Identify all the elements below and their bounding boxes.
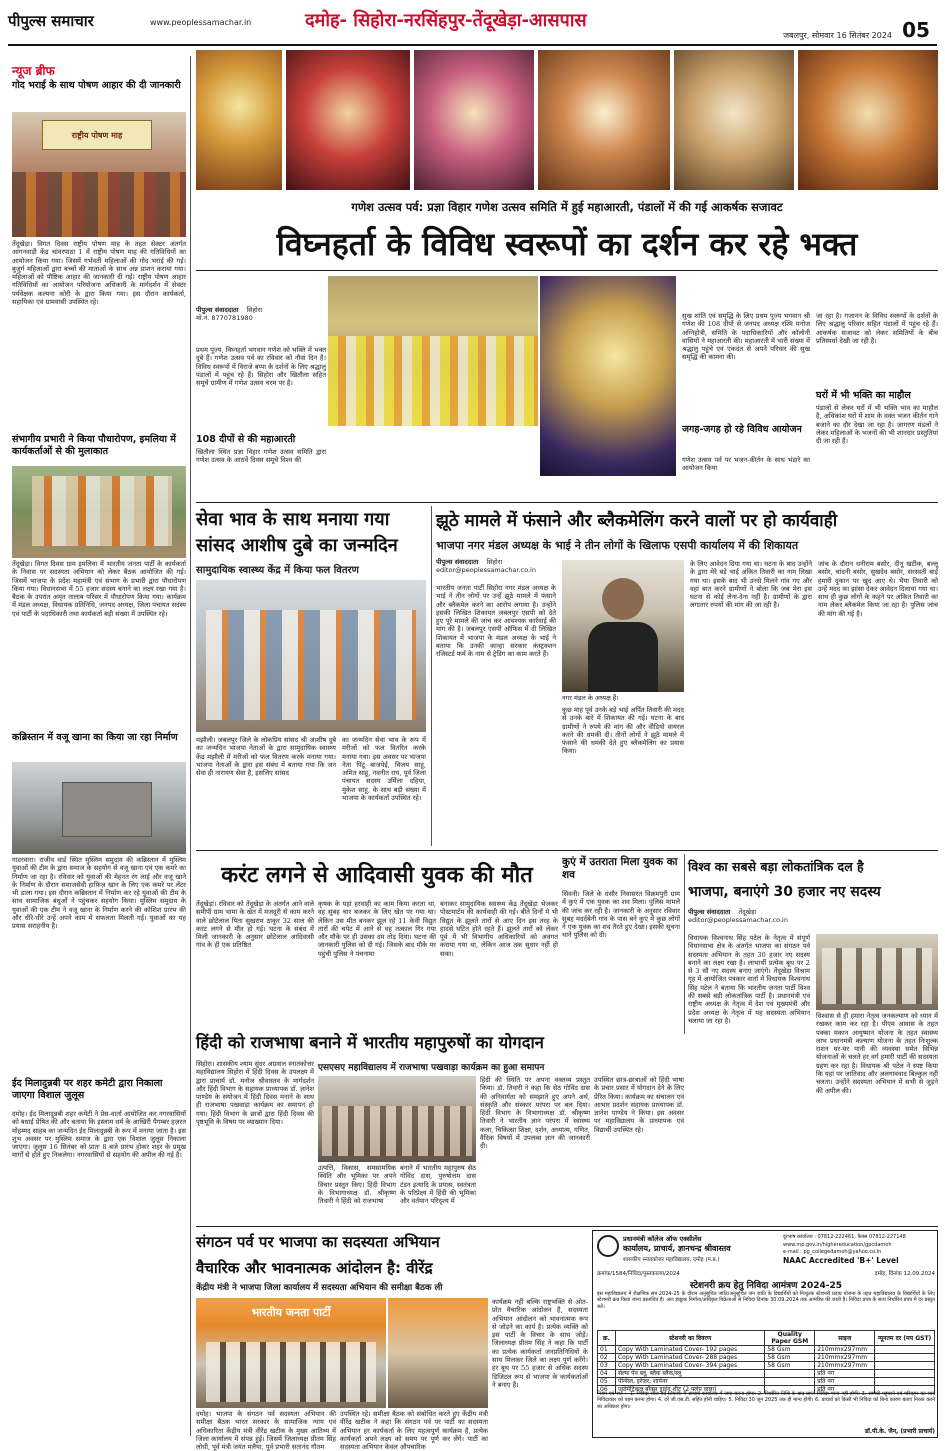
table-cell [875, 1378, 935, 1386]
header-rule [8, 44, 937, 46]
hindi-headline: हिंदी को राजभाषा बनाने में भारतीय महापुरुषों का योगदान [196, 1033, 544, 1052]
meeting-shape [822, 948, 932, 1004]
hindi-col2: उत्पत्ति, विकास, समसामयिक स्थिति और भूमिका पर अपने विचार प्रस्तुत किए। हिंदी विभाग के विभागाध्यक्ष डॉ. श्रीकृष्ण तिवारी ने हिंदी को राजभाषा [318, 1164, 396, 1206]
table-cell [875, 1362, 935, 1370]
tender-title: स्टेशनरी क्रय हेतु निविदा आमंत्रण 2024-25 [689, 1281, 842, 1291]
electric-headline: करंट लगने से आदिवासी युवक की मौत [221, 863, 533, 888]
complaint-headline: झूठे मामले में फंसाने और ब्लैकमेलिंग करने वालों पर हो कार्यवाही [436, 511, 838, 531]
table-row [598, 1354, 935, 1362]
construction-shape [62, 782, 152, 837]
people-shape [32, 476, 172, 546]
ganesh-byline [196, 306, 326, 326]
birthday-col2: का जन्मदिन सेवा भाव के रूप में मरीजों को फल वितरित करके मनाया गया। इस अवसर पर भाजपा नेता पिंटू बाजपेई, विजय साहू, अमित साहू, नवनीत राय, पूर्व जिला पंचायत सदस्य उर्मिला दहिया, मुकेश साहू, के साथ बड़ी संख्या में भाजपा के कार्यकर्ता उपस्थित रहे। [342, 736, 426, 803]
table-cell: प्रति नग [815, 1386, 875, 1394]
tender-signature: डॉ.पी.के. जैन, (प्रभारी प्राचार्य) [865, 1428, 935, 1435]
table-cell: 210mmx297mm [815, 1354, 875, 1362]
website: www.peoplessamachar.in [150, 18, 252, 27]
electric-col2: कृषक के यहां हरवाही का काम किया करता था, वह सुबह चार बजकर के लिए खेत पर गया था। लेकिन उस मीत बनकर झूल रहे 11 केवी विद्युत तारों की चपेट में आने से वह तत्काल गिर गया और मौके पर ही उसका दम तोड़ दिया। घटना की जानकारी पुलिस को दी गई। जिसके बाद मौके पर पहुंची पुलिस ने पंचनामा [318, 900, 436, 958]
column-divider [190, 56, 191, 1436]
masthead-title: पीपुल्स समाचार [8, 12, 94, 30]
ganesh-col3: जा रहा है। गजानन के विविध स्वरूपों के दर्शनों के लिए श्रद्धालु परिवार सहित पंडालों में पहुंच रहे हैं। आकर्षक सजावट को लेकर समितियों के बीच प्रतिस्पर्धा देखी जा रही है। [816, 312, 938, 345]
table-cell: Copy With Laminated Cover- 288 pages [615, 1354, 764, 1362]
complaint-email: editor@peoplessamachar.co.in [436, 566, 536, 574]
tender-col-header: स्टेशनरी का विवरण [615, 1331, 764, 1346]
table-cell: प्रति नग [815, 1370, 875, 1378]
ganesh-photo-3 [414, 50, 534, 190]
ganesh-col1: प्रथम पूज्य, विघ्नहर्ता भगवान गणेश को भक्ति में भक्त दूबे हैं। गणेश उत्सव पर्व का रविवार को नौवां दिन है। विविध स्वरूपों में विराजे बप्पा के दर्शनों के लिए श्रद्धालु पंडालों में पहुंच रहे हैं। सिहोरा और खितौला सहित समूचे ग्रामीण में गणेश उत्सव चरम पर है। [196, 346, 326, 388]
table-cell: Copy With Laminated Cover- 394 pages [615, 1362, 764, 1370]
sangathan-headline-2: वैचारिक और भावनात्मक आंदोलन है: वीरेंद्र [196, 1259, 433, 1277]
tender-col-header: साइज [815, 1331, 875, 1346]
ganesh-photo-1 [196, 50, 282, 190]
masthead [8, 8, 148, 34]
bjp-col1: विधायक विश्वनाथ सिंह पटेल के नेतृत्व में संपूर्ण विधानसभा क्षेत्र के अंतर्गत भाजपा का संगठन पर्व सदस्यता अभियान के तहत 30 हजार नए सदस्य बनाने का लक्ष्य रखा है। लाभार्थी प्रत्येक बूथ पर 2 से 3 सौ नए सदस्य बनाए जाएंगे। तेंदूखेड़ा विश्राम गृह में आयोजित पत्रकार वार्ता में विधायक विश्वनाथ सिंह पटेल ने बताया कि भारतीय जनता पार्टी विश्व की सबसे बड़ी लोकतांत्रिक पार्टी है। प्रधानमंत्री एवं राष्ट्रीय अध्यक्ष के नेतृत्व में देश एवं मुख्यमंत्री और प्रदेश अध्यक्ष के नेतृत्व में यह सदस्यता अभियान चलाया जा रहा है। [688, 934, 810, 1025]
table-cell: 58 Gsm [765, 1362, 815, 1370]
ganesh-aarti-photo [328, 276, 538, 426]
table-cell [875, 1370, 935, 1378]
brief3-body: गाडरवारा। राजीव वार्ड स्थित मुस्लिम समुदाय की कब्रिस्तान में मुस्लिम युवाओं की टीम के द्वारा समाज के सहयोग से वजू खाना एवं एक कमरे का निर्माण जा रहा है। रविवार को युवाओं की मेहनत रंग लाई और वजू खाने के निर्माण के दौरान समाजसेवी हाफ़िज़ खान के लिए एक कमरे पर लेंटर भी डाला गया। इस दौरान कब्रिस्तान में निर्माण कर रहे युवाओं की टीम के साथ सामाजिक बंधुओं ने पहुंचकर सहयोग किया। मुस्लिम समुदाय के युवाओं की एक टीम ने वजू खाना के निर्माण करने की कोशिश प्रारंभ की और धीरे-धीरे उन्हें अपने काम में सफलता मिलती गई। युवाओं का यह प्रयास सराहनीय है। [12, 856, 186, 931]
ganesh-sub2: जगह-जगह हो रहे विविध आयोजन [682, 424, 802, 435]
brief1-body: तेंदूखेड़ा। विगत दिवस राष्ट्रीय पोषण माह के तहत सेक्टर अंतर्गत आंगनवाड़ी केंद्र चांवरपाठा 1 में राष्ट्रीय पोषण माह की गतिविधियों का आयोजन किया गया। जिसमें गर्भवती महिलाओं की गोद भराई की गई। बुजुर्ग महिलाओं द्वारा बच्चों की माताओं के साथ अन्न प्राशन कराया गया। महिलाओं को पौष्टिक आहार की जानकारी दी गई। राष्ट्रीय पोषण आहार गतिविधियों का आयोजन परियोजना अधिकारी के मार्गदर्शन में सेक्टर पर्यवेक्षक कल्पना कोरी के द्वारा किया गया। इस दौरान कार्यकर्ता, सहायिका एवं ग्रामवासी उपस्थित रहे। [12, 240, 186, 307]
brief1-title: गोद भराई के साथ पोषण आहार की दी जानकारी [12, 80, 181, 91]
devotees-shape [328, 336, 538, 426]
tender-col-header: क्र. [598, 1331, 616, 1346]
ganesh-mobile: मो.नं. 8770781980 [196, 314, 253, 322]
dateline: जबलपुर, सोमवार 16 सितंबर 2024 [783, 31, 892, 40]
birthday-subhead: सामुदायिक स्वास्थ्य केंद्र में किया फल वितरण [196, 565, 359, 576]
ganesh-photo-4 [538, 50, 670, 190]
table-row [598, 1346, 935, 1354]
tender-date: दमोह, दिनांक 12.09.2024 [874, 1271, 935, 1277]
complaint-photo [562, 560, 684, 692]
ganesh-sub3: घरों में भी भक्ति का माहौल [816, 390, 911, 401]
bjp-col2: विश्वास से ही हमारा नेतृत्व जनकल्याण को ध्यान में रखकर काम कर रहा है। पीएम आवास के तहत पक्का मकान आयुष्मान योजना के तहत स्वास्थ्य लाभ प्रधानमंत्री कल्याण योजना के तहत निःशुल्क राशन घर-घर पानी की व्यवस्था समेत विभिन्न योजनाओं के चलते हर वर्ग हमारी पार्टी की सदस्यता ग्रहण कर रहा है। विधायक श्री पटेल ने स्पष्ट किया कि यहां पर जातिवाद और अलगाववाद बिल्कुल नहीं चलता। उन्होंने सदस्यता अभियान में सभी से जुड़ने की अपील की। [816, 1012, 938, 1095]
ganesh-photo-6 [798, 50, 938, 190]
hindi-col1-extra [196, 1128, 314, 1222]
section-rule-1 [196, 502, 938, 503]
table-cell: 05 [598, 1378, 616, 1386]
sangathan-subhead: केंद्रीय मंत्री ने भाजपा जिला कार्यालय में सदस्यता अभियान की समीक्षा बैठक ली [196, 1283, 443, 1293]
complaint-col4: जांच के दौरान धनीराम बसोर, दीनू खटीक, बल्लू बसोर, चांदनी बसोर, सुखदेव बसोर, सरस्वती बाई हमारी दुकान पर खुद आए थे। भैया तिवारी को उन्हें मदद का झांसा देकर आवेदन दिलाया गया था। साथ ही कुछ लोगों के कहने पर अंकित तिवारी का नाम लेकर ब्लैकमेल किया जा रहा है। पुलिस जांच की मांग की गई है। [818, 560, 938, 618]
table-cell: 02 [598, 1354, 616, 1362]
ganesh-headline: विघ्नहर्ता के विविध स्वरूपों का दर्शन कर रहे भक्त [276, 225, 858, 263]
stage-shape [206, 1342, 376, 1402]
table-cell [875, 1354, 935, 1362]
crowd-shape [12, 172, 186, 237]
tender-ref: क्रमांक/1584/निविदा/पुस्तकालय/2024 [597, 1271, 680, 1277]
electric-col1: तेंदूखेड़ा। रविवार को तेंदूखेड़ा के अंतर्गत आने वाले समीपी ग्राम भामा के खेत में मजदूरी से काम करने वाले छोटेलाल पिता सुखराम ठाकुर 32 साल की करंट लगने से मौत हो गई। घटना के संबंध में मिली जानकारी के अनुसार छोटेलाल आदिवासी गांव के ही एक प्रतिष्ठित [196, 900, 314, 950]
table-cell: 58 Gsm [765, 1354, 815, 1362]
ganesh-col3b: पंडालों से लेकर घरों में भी भक्ति भाव का माहौल है, अधिकांश घरों में शाम के वक्त भजन कीर्तन गाने बजाने का दौर देखा जा रहा है। जागरण मंडलों ने लेकर महिलाओं के भजनों की भी शानदार प्रस्तुतियां दी जा रही हैं। [816, 404, 938, 446]
birthday-col1: मझौली। जबलपुर जिले के लोकप्रिय सांसद श्री आशीष दुबे का जन्मदिन भाजपा नेताओं के द्वारा सामुदायिक स्वास्थ्य केंद्र मझौली में मरीजों को फल वितरण करके मनाया गया। भाजपा नेताओं के द्वारा इस संबंध में बताया गया कि जन सेवा ही नारायण सेवा है, इसलिए सांसद [196, 736, 336, 778]
table-row [598, 1370, 935, 1378]
ganesh-pandal-photo [540, 276, 676, 476]
brief3-title: कब्रिस्तान में वजू खाना का किया जा रहा निर्माण [12, 732, 178, 743]
ganesh-photo-5 [674, 50, 794, 190]
tender-table-header [598, 1331, 935, 1346]
brief2-title: संभागीय प्रभारी ने किया पौधारोपण, इमलिया में कार्यकर्ताओं से की मुलाकात [12, 434, 176, 457]
table-cell [875, 1346, 935, 1354]
hindi-col5: उपस्थित छात्र-छात्राओं को हिंदी भाषा के प्रचार प्रसार में योगदान देने के लिए प्रेरित किया। कार्यक्रम का संचालन एवं आभार प्रदर्शन सहायक प्राध्यापक डॉ. ज्ञानेश पाण्डेय ने किया। इस अवसर पर महाविद्यालय के प्राध्यापक एवं विद्यार्थी उपस्थित रहे। [594, 1076, 684, 1134]
tender-office: कार्यालय, प्राचार्य, ज्ञानचन्द्र श्रीवास्तव [623, 1244, 731, 1253]
tender-table [597, 1330, 935, 1394]
brief2-photo [12, 466, 186, 558]
brief1-photo [12, 112, 186, 237]
complaint-caption: नगर मंडल के अध्यक्ष हैं। [562, 694, 619, 702]
bjp-byline-name: पीपुल्स संवाददाता [688, 908, 731, 916]
tender-terms: नियम एवं शर्तें :- 1. निविदा सील बंद लिफाफे में प्राचार्य कार्यालय में जमा करना होगा। 2. निर्धारित तिथि के बाद प्राप्त निविदा मान्य नहीं होगी। 3. सामग्री पहुंचाने एवं परिवहन का व्यय निविदाकार को वहन करना होगा। 4. दरें जी.एस.टी. सहित होनी चाहिए। 5. निविदा 30 जून 2025 तक ही मान्य होगी। 6. प्राचार्य को किसी भी निविदा को बिना कारण बताए निरस्त करने का अधिकार होगा। [597, 1391, 935, 1410]
bjp-byline-place: तेंदूखेड़ा [738, 908, 757, 916]
ganesh-col1b: खितौला स्थित प्रज्ञा विहार गणेश उत्सव समिति द्वारा गणेश उत्सव के आठवें दिवस समूचे विश्व की [196, 448, 326, 465]
hindi-col1: सिहोरा। शासकीय श्याम सुंदर अग्रवाल स्नातकोत्तर महाविद्यालय सिहोरा में हिंदी दिवस के उपलक्ष्य में द्वारा प्राचार्य डॉ. मनोज श्रीवास्तव के मार्गदर्शन और हिंदी विभाग के सहायक प्राध्यापक डॉ. ज्ञानेश पाण्डेय के संयोजन में हिंदी दिवस मनाने के साथ ही राजभाषा पखवाड़ा कार्यक्रम का समापन हो गया। हिंदी विभाग के छात्रों द्वारा हिंदी दिवस की पृष्ठभूमि के विषय पर व्याख्यान दिया। [196, 1060, 314, 1127]
sangathan-col3: कार्यक्रम नहीं बल्कि राष्ट्रभक्ति से ओत-प्रोत वैचारिक आंदोलन है, सदस्यता अभियान आंदोलन को भावनात्मक रूप से जोड़ने का कार्य है। प्रत्येक व्यक्ति को इस पार्टी के विचार के साथ जोड़ें। जिलाध्यक्ष प्रीतम सिंह ने कहा कि पार्टी का प्रत्येक कार्यकर्ता जनप्रतिनिधियों के साथ मिलकर जिले का लक्ष्य पूर्ण करेंगे। हर बूथ पर 55 हजार से अधिक सदस्य डिजिटल रूप से भाजपा के कार्यकर्ताओं ने बनाए हैं। [492, 1298, 588, 1389]
hindi-subhead: एसएसए महाविद्यालय में राजभाषा पखवाड़ा कार्यक्रम का हुआ समापन [318, 1063, 545, 1073]
complaint-subhead: भाजपा नगर मंडल अध्यक्ष के भाई ने तीन लोगों के खिलाफ एसपी कार्यालय में की शिकायत [436, 539, 799, 552]
sangathan-photo [196, 1298, 386, 1408]
leaders-shape [206, 610, 416, 720]
table-cell: 58 Gsm [765, 1346, 815, 1354]
section-title: दमोह- सिहोरा-नरसिंहपुर-तेंदूखेड़ा-आसपास [305, 10, 587, 31]
tender-email: e-mail : pg_collegedamoh@yahoo.co.in [783, 1249, 882, 1255]
well-headline: कुएं में उतराता मिला युवक का शव [562, 856, 678, 881]
tender-college-sub: शासकीय स्नातकोत्तर महाविद्यालय, दमोह (म.प्र.) [623, 1257, 720, 1263]
tender-col-header: न्यूनतम दर (मय GST) [875, 1331, 935, 1346]
birthday-headline-2: सांसद आशीष दुबे का जन्मदिन [196, 535, 398, 556]
complaint-byline [436, 558, 566, 580]
birthday-photo [196, 580, 426, 732]
ganesh-photo-2 [286, 50, 410, 190]
table-cell: ज्योमेट्रिकल बॉक्स ड्राइंग शीट (2 फ्लेप वाला) [615, 1386, 764, 1394]
table-cell: 01 [598, 1346, 616, 1354]
sangathan-headline-1-visible: संगठन पर्व पर भाजपा का सदस्यता अभियान [196, 1233, 440, 1251]
table-cell: 210mmx297mm [815, 1362, 875, 1370]
bjp-byline [688, 908, 938, 930]
column-divider-3 [684, 854, 685, 1034]
complaint-byline-name: पीपुल्स संवाददाता [436, 558, 479, 566]
news-brief-label: न्यूज ब्रीफ [12, 64, 55, 78]
sangathan-col2: उपस्थित रहे। समीक्षा बैठक को संबोधित करते हुए केंद्रीय मंत्री वीरेंद्र खटीक ने कहा कि संगठन पर्व पर पार्टी का सदस्यता अभियान हर कार्यकर्ता के लिए महत्वपूर्ण कार्यक्रम है, प्रत्येक कार्यकर्ता अपने लक्ष्य को समय पर पूर्ण कर लेंगे। पार्टी का सदस्यता अभियान केवल औपचारिक [340, 1410, 488, 1451]
table-cell: 04 [598, 1370, 616, 1378]
table-cell: Copy With Laminated Cover- 192 pages [615, 1346, 764, 1354]
person-shape [602, 578, 644, 620]
table-cell: 210mmx297mm [815, 1346, 875, 1354]
brief2-body: तेंदूखेड़ा। विगत दिवस ग्राम इमलिया में भारतीय जनता पार्टी के कार्यकर्ता के निवास पर सदस्यता अभियान को लेकर बैठक आयोजित की गई। जिसमें भाजपा के प्रदेश महामंत्री एवं संभाग के प्रभारी द्वारा पौधारोपण किया गया। विधानसभा में 55 हजार सदस्य बनाने का लक्ष्य रखा गया है। बैठक के उपरांत अमृत तालाब परिसर में पौधारोपण किया गया। कार्यक्रम में मंडल अध्यक्ष, विधायक प्रतिनिधि, जनपद अध्यक्ष, जिला पंचायत सदस्य एवं पार्टी के पदाधिकारी तथा कार्यकर्ता बड़ी संख्या में उपस्थित रहे। [12, 560, 186, 618]
brief3-photo [12, 762, 186, 854]
table-cell: प्रति नग [815, 1378, 875, 1386]
hindi-col4: हिंदी की स्थिति पर अपना वक्तव्य प्रस्तुत किया। डॉ. तिवारी ने कहा कि सेठ गोविंद दास की अनिवार्यता को समझाते हुए अपने अर्थ, संस्कृति और संस्कार परंपरा पर बल दिया। हिंदी विभाग के विभागाध्यक्ष डॉ. श्रीकृष्ण तिवारी ने भारतीय ज्ञान परंपरा में स्वास्थ्य कला, चिकित्सा शिक्षा, दर्शन, अध्यात्म, गणित, वैदिक विषयों में उपलब्ध ज्ञान की जानकारी दी। [480, 1076, 590, 1151]
college-logo-icon [597, 1235, 619, 1257]
well-body: सिवनी। जिले के धंसौर निवासरत विक्रमपुरी ग्राम में कुएं में एक युवक का शव मिला। पुलिस मामले की जांच कर रही है। जानकारी के अनुसार रविवार सुबह मदर्दबेनी गांव के पास बने कुएं में कुछ लोगों ने एक युवक का शव तैरते हुए देखा। इसकी सूचना थाने पुलिस को दी। [562, 890, 680, 940]
sangathan-photo-2 [388, 1298, 488, 1408]
brief4-body: दमोह। ईद मिलादुन्नबी शहर कमेटी ने प्रेस-वार्ता आयोजित कर नगरवासियों को बधाई प्रेषित की और बताया कि इस्लाम धर्म के आखिरी पैगम्बर हज़रत मोहम्मद साहब का जन्मदिन ईद मिलादुन्नबी के रूप में मनाया जाता है। इस शुभ अवसर पर मुस्लिम समाज के द्वारा एक विशाल जुलूस निकाला जाएगा। जुलूस 16 सितंबर को प्रातः 8 बजे प्रारंभ होकर शहर के प्रमुख मार्गों से होते हुए निकलेगा। नगरवासियों से सहयोग की अपील की गई है। [12, 1110, 186, 1160]
table-row [598, 1362, 935, 1370]
sangathan-col1: दमोह। भाजपा के संगठन पर्व सदस्यता अभियान की समीक्षा बैठक भारत सरकार के सामाजिक न्याय एवं अधिकारिता केंद्रीय मंत्री वीरेंद्र खटीक के मुख्य आतिथ्य में जिला कार्यालय में संपन्न हुई। जिसमें जिलाध्यक्ष प्रीतम सिंह लोधी, पूर्व मंत्री जयंत मलैया, पूर्व प्रभारी सतानंद गौतम [196, 1410, 336, 1451]
tender-college: प्रधानमंत्री कॉलेज ऑफ एक्सीलेंस [623, 1235, 702, 1243]
bjp-email: editor@peoplessamachar.co.in [688, 916, 788, 924]
tender-intro: इस महाविद्यालय में शैक्षणिक सत्र 2024-25 के दौरान अनुसूचित जाति/अनुसूचित जन जाति के विद्यार्थियों को निःशुल्क स्टेशनरी प्रदाय योजना के तहत महाविद्यालय के विद्यार्थियों के लिए स्टेशनरी क्रय किया जाना प्रस्तावित है। अतः इच्छुक निर्माता/अधिकृत विक्रेताओं से निविदा दिनांक 30.09.2024 तक आमंत्रित की जाती है। निविदा प्रपत्र के साथ निर्धारित प्रपत्र में दर प्रस्तुत करें। [597, 1291, 936, 1310]
page-number: 05 [902, 18, 930, 42]
section-rule-4 [196, 1226, 938, 1227]
tender-web: www.mp.gov.in/highereducation/gpcdamoh [783, 1242, 892, 1248]
complaint-byline-place: सिहोरा [486, 558, 503, 566]
brief4-title: ईद मिलादुन्नबी पर शहर कमेटी द्वारा निकाला जाएगा विशाल जुलूस [12, 1078, 163, 1101]
table-cell: 06 [598, 1386, 616, 1394]
tender-naac: NAAC Accredited 'B+' Level [783, 1256, 899, 1265]
table-cell [765, 1378, 815, 1386]
tender-phone: दूरभाष कार्यालय : 07812-222461, फैक्स 07812-227148 [783, 1234, 906, 1240]
bjp-banner: भारतीय जनता पार्टी [251, 1306, 331, 1319]
hindi-col3: बनाने में भारतीय महापुरुष सेठ गोविंद दास, पुरुषोत्तम दास टंडन इत्यादि के प्रयास, स्वतंत्रता के परिप्रेक्ष्य में हिंदी की भूमिका और वर्तमान परिदृश्य में [400, 1164, 476, 1206]
birthday-headline-1: सेवा भाव के साथ मनाया गया [196, 509, 390, 530]
ganesh-kicker: गणेश उत्सव पर्व: प्रज्ञा विहार गणेश उत्सव समिति में हुई महाआरती, पंडालों में की गई आकर्षक सजावट [351, 200, 783, 214]
bjp-photo [816, 934, 938, 1010]
hindi-photo [318, 1076, 476, 1162]
ganesh-rule [196, 270, 938, 271]
table-cell: 03 [598, 1362, 616, 1370]
tender-notice [592, 1230, 938, 1438]
table-cell: सेल्फ पेन ब्लू, ब्लैक ब्लैक/ब्लू [615, 1370, 764, 1378]
ganesh-byline-name: पीपुल्स संवाददाता [196, 306, 239, 314]
table-row [598, 1378, 935, 1386]
bjp-headline-1: विश्व का सबसे बड़ा लोकतांत्रिक दल है [688, 859, 864, 874]
complaint-col3: के लिए आवेदन दिया गया था। घटना के बाद उन्होंने के द्वारा मेरे बड़े भाई अंकित तिवारी का नाम लिखा गया था। इसके बाद भी उनसे मिलने गांव गए और वहां बात करने ग्रामीणों ने बोला कि जब मेरा इस घटना से कोई लेना-देना नहीं है। ग्रामीणों के द्वारा लगातार रुपयों की मांग की जा रही है। [690, 560, 812, 610]
tender-col-header: Quality Paper GSM [765, 1331, 815, 1346]
bjp-headline-2: भाजपा, बनाएंगे 30 हजार नए सदस्य [688, 884, 881, 900]
ganesh-col2: सुख शांति एवं समृद्धि के लिए प्रथम पूज्य भगवान श्री गणेश की 108 दीपों से जनपद अध्यक्ष रश्मि मनोज अग्निहोत्री, समिति के पदाधिकारियों और कॉलोनी वासियों ने महाआरती की। महाआरती में भारी संख्या में श्रद्धालु पहुंचे एवं एकदंत से अपने परिवार की सुख समृद्धि की कामना की। [682, 312, 810, 362]
ganesh-byline-place: सिहोरा [246, 306, 263, 314]
students-shape [322, 1106, 472, 1156]
column-divider-2 [431, 506, 432, 846]
complaint-col2: कुछ माह पूर्व उनके बड़े भाई अर्पित तिवारी की मदद से उनके बारे में शिकायत की गई। घटना के बाद ग्रामीणों ने रुपये की मांग की और वीडियो वायरल करने की धमकी दी। तीनों लोगों ने झूठे मामले में फंसाने की धमकी देते हुए ब्लैकमेलिंग का प्रयास किया। [562, 706, 684, 756]
table-cell [765, 1370, 815, 1378]
electric-col3: बनाकर सामुदायिक स्वास्थ्य केंद्र तेंदूखेड़ा भेजकर पोस्टमार्टम की कार्यवाही की गई। बीते दिनों मे भी विद्युत के झूलते तारों से आए दिन इस तरह के हादसे घटित होते रहते हैं। झूलते तारों को लेकर पूर्व में भी विभागीय अधिकारियों को अवगत कराया गया था, लेकिन आज तक सुधार नहीं हो सका। [440, 900, 558, 958]
person-body-shape [588, 622, 658, 692]
ganesh-col2b: गणेश उत्सव पर्व पर भजन-कीर्तन के साथ भंडारे का आयोजन किया [682, 456, 810, 473]
table-cell: पेन्सिल, इरेजर, शार्पनर [615, 1378, 764, 1386]
ganesh-sub1: 108 दीपों से की महाआरती [196, 434, 296, 445]
section-rule-2 [196, 850, 938, 851]
nutrition-banner: राष्ट्रीय पोषण माह [42, 120, 152, 150]
complaint-col1: भारतीय जनता पार्टी सिहोरा नगर मंडल अध्यक्ष के भाई ने तीन लोगों पर उन्हें झूठे मामले में फंसाने और ब्लैकमेल करने का आरोप लगाया है। उन्होंने इसकी लिखित शिकायत जबलपुर एसपी को देते हुए पूरे मामले की जांच कर आवश्यक कार्रवाई की मांग की है। जबलपुर एसपी ऑफिस में दी लिखित शिकायत में भाजपा के मंडल अध्यक्ष के भाई ने बताया कि उनकी कान्हा सरकार कंस्ट्रक्शन रजिस्टर्ड फर्म के नाम से ट्रेडिंग का काम करते हैं। [436, 584, 556, 659]
